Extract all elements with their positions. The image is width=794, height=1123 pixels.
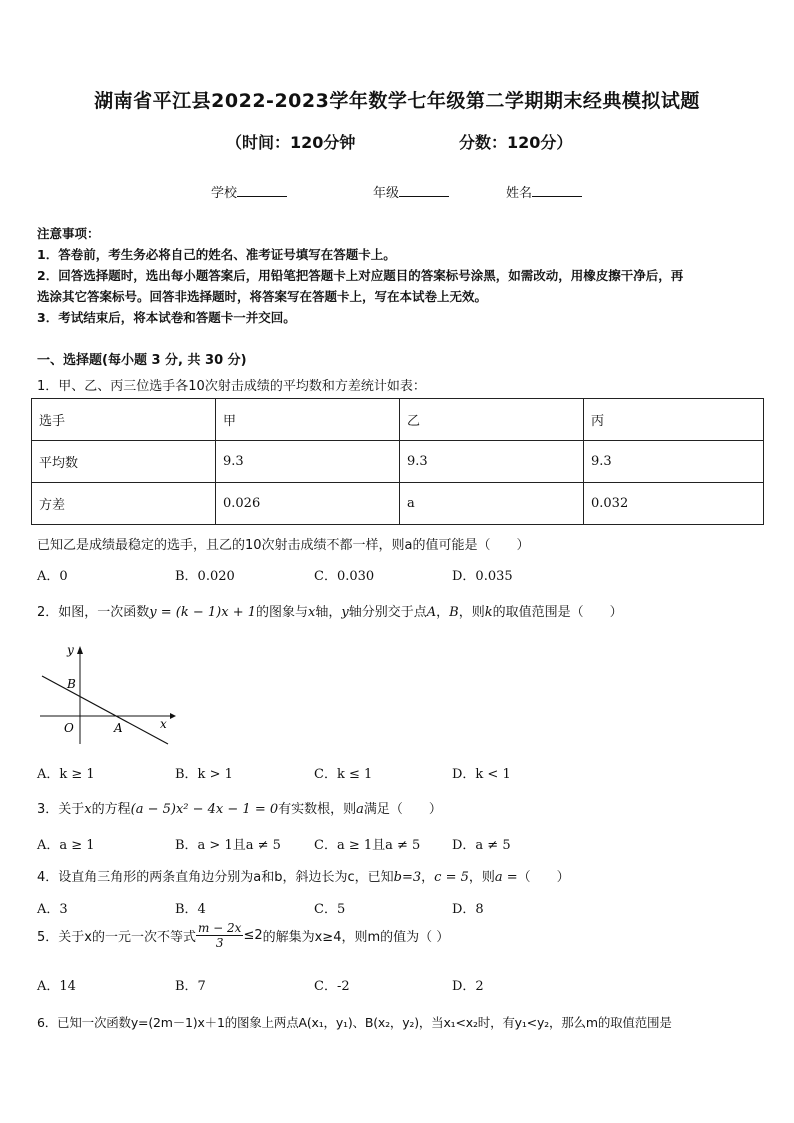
q1-follow: 已知乙是成绩最稳定的选手，且乙的10次射击成绩不都一样，则a的值可能是（ ）	[37, 538, 530, 553]
exam-time: （时间：120分钟	[226, 133, 356, 152]
q4-option-a[interactable]: A．3	[37, 902, 68, 917]
q4-sep: ，	[421, 870, 435, 885]
q6-stem: 6．已知一次函数y=(2m－1)x＋1的图象上两点A(x₁，y₁)、B(x₂，y₂)，当x₁<x₂时，有y₁<y₂，那么m的取值范围是	[37, 1015, 672, 1030]
q2-stem	[37, 601, 623, 620]
q4-a-eq: a =	[494, 870, 518, 885]
q3-mid1: 的方程	[91, 802, 131, 817]
q5-option-d[interactable]: D．2	[452, 979, 484, 994]
q5-rel: ≤2	[243, 928, 263, 943]
table-cell: 选手	[32, 399, 216, 441]
exam-score: 分数：120分）	[459, 133, 573, 152]
note-item-2a: 2．回答选择题时，选出每小题答案后，用铅笔把答题卡上对应题目的答案标号涂黑，如需改动，用橡皮擦干净后，再	[37, 268, 684, 283]
q2-option-c[interactable]: C．k ≤ 1	[314, 767, 373, 782]
q3-mid2: 有实数根，则	[278, 802, 357, 817]
q4-option-d[interactable]: D．8	[452, 902, 484, 917]
q2-graph	[30, 640, 180, 750]
table-cell: 方差	[32, 483, 216, 525]
note-item-3: 3．考试结束后，将本试卷和答题卡一并交回。	[37, 310, 296, 325]
q5-denominator: 3	[215, 936, 224, 950]
table-cell: 平均数	[32, 441, 216, 483]
q2-B: B	[449, 605, 459, 620]
x-axis-arrow	[170, 713, 176, 719]
graph-point-b-label: B	[67, 677, 76, 691]
q4-stem	[37, 866, 570, 885]
q2-pre: 2．如图，一次函数	[37, 605, 150, 620]
q2-mid2: 轴，	[315, 605, 342, 620]
q4-pre: 4．设直角三角形的两条直角边分别为a和b，斜边长为c，已知	[37, 870, 394, 885]
grade-field	[373, 182, 449, 201]
table-cell: 9.3	[584, 441, 764, 483]
q4-option-c[interactable]: C．5	[314, 902, 346, 917]
q5-option-c[interactable]: C．-2	[314, 979, 350, 994]
section-heading: 一、选择题(每小题 3 分, 共 30 分)	[37, 353, 247, 368]
note-item-1: 1．答卷前，考生务必将自己的姓名、准考证号填写在答题卡上。	[37, 247, 396, 262]
q3-stem	[37, 798, 442, 817]
graph-point-a-label: A	[114, 721, 123, 735]
q1-option-c[interactable]: C．0.030	[314, 569, 375, 584]
grade-label: 年级	[373, 186, 400, 201]
school-field	[211, 182, 287, 201]
q2-A: A	[426, 605, 437, 620]
grade-blank[interactable]	[399, 184, 449, 197]
q5-fraction	[196, 921, 243, 950]
note-item-2b: 选涂其它答案标号。回答非选择题时，将答案写在答题卡上，写在本试卷上无效。	[37, 289, 488, 304]
q5-pre: 5．关于x的一元一次不等式	[37, 930, 196, 945]
q5-stem	[37, 921, 449, 950]
q4-c-eq: c = 5	[434, 870, 469, 885]
q4-mid: ，则	[468, 870, 495, 885]
q3-option-a[interactable]: A．a ≥ 1	[37, 838, 95, 853]
q3-end: 满足（ ）	[363, 802, 442, 817]
graph-origin-label: O	[64, 721, 74, 735]
q1-stem: 1．甲、乙、丙三位选手各10次射击成绩的平均数和方差统计如表：	[37, 379, 426, 394]
q4-b-eq: b=3	[393, 870, 422, 885]
q3-pre: 3．关于	[37, 802, 85, 817]
q2-option-a[interactable]: A．k ≥ 1	[37, 767, 95, 782]
name-blank[interactable]	[532, 184, 582, 197]
notes-heading: 注意事项：	[37, 226, 100, 241]
school-blank[interactable]	[237, 184, 287, 197]
table-cell: 甲	[216, 399, 400, 441]
q5-option-b[interactable]: B．7	[175, 979, 206, 994]
table-cell: a	[400, 483, 584, 525]
q3-option-d[interactable]: D．a ≠ 5	[452, 838, 511, 853]
table-cell: 0.032	[584, 483, 764, 525]
q3-a: a	[356, 802, 364, 817]
q2-mid4: ，则	[458, 605, 485, 620]
q1-option-d[interactable]: D．0.035	[452, 569, 513, 584]
q2-k: k	[484, 605, 493, 620]
q2-y: y	[341, 605, 349, 620]
q1-option-b[interactable]: B．0.020	[175, 569, 235, 584]
function-line	[42, 676, 168, 744]
q2-option-b[interactable]: B．k > 1	[175, 767, 233, 782]
table-row	[32, 441, 764, 483]
q3-option-b[interactable]: B．a > 1且a ≠ 5	[175, 838, 281, 853]
table-row	[32, 483, 764, 525]
y-axis-arrow	[77, 646, 83, 654]
q2-end: 的取值范围是（ ）	[492, 605, 623, 620]
table-cell: 9.3	[216, 441, 400, 483]
table-cell: 9.3	[400, 441, 584, 483]
q4-end: （ ）	[517, 870, 570, 885]
q2-option-d[interactable]: D．k < 1	[452, 767, 511, 782]
q3-equation: (a − 5)x² − 4x − 1 = 0	[130, 802, 279, 817]
graph-x-label: x	[160, 717, 167, 731]
q1-option-a[interactable]: A．0	[37, 569, 68, 584]
q2-mid3: 轴分别交于点	[348, 605, 427, 620]
q2-comma: ，	[436, 605, 450, 620]
q3-option-c[interactable]: C．a ≥ 1且a ≠ 5	[314, 838, 421, 853]
q1-stats-table	[31, 398, 764, 525]
q5-numerator: m − 2x	[197, 921, 242, 935]
q2-x: x	[308, 605, 316, 620]
q2-formula: y = (k − 1)x + 1	[149, 605, 256, 620]
name-label: 姓名	[506, 186, 533, 201]
name-field	[506, 182, 582, 201]
q4-option-b[interactable]: B．4	[175, 902, 206, 917]
table-header-row	[32, 399, 764, 441]
table-cell: 丙	[584, 399, 764, 441]
table-cell: 乙	[400, 399, 584, 441]
q3-x: x	[84, 802, 92, 817]
q2-mid1: 的图象与	[256, 605, 309, 620]
q5-end: 的解集为x≥4，则m的值为（ ）	[262, 930, 450, 945]
q5-option-a[interactable]: A．14	[37, 979, 76, 994]
table-cell: 0.026	[216, 483, 400, 525]
exam-title: 湖南省平江县2022-2023学年数学七年级第二学期期末经典模拟试题	[94, 90, 700, 112]
graph-y-label: y	[67, 643, 74, 657]
school-label: 学校	[211, 186, 238, 201]
